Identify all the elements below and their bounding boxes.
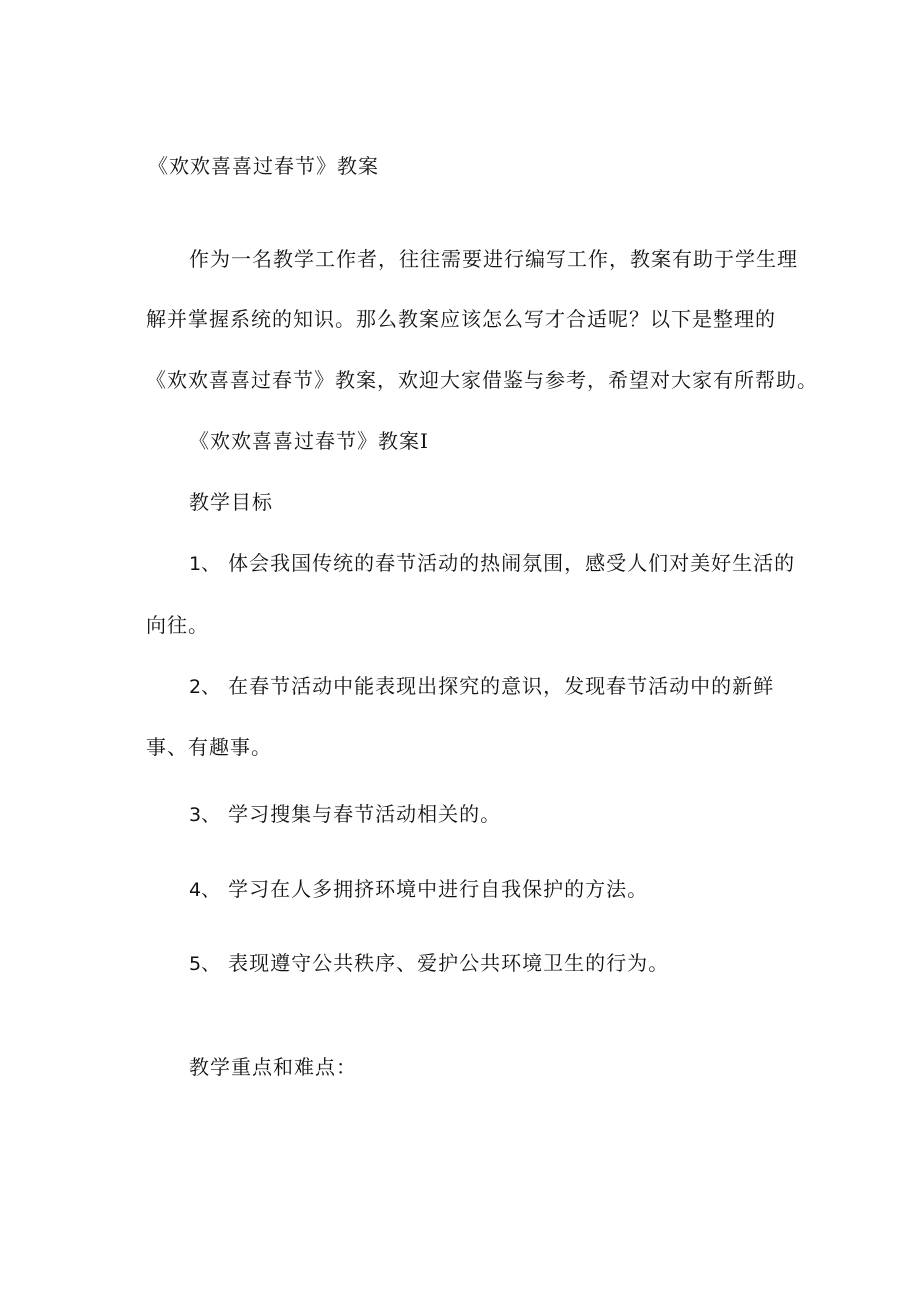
goal-number: 4、 (189, 879, 221, 901)
goal-item-2 (189, 672, 774, 701)
goal-item-4 (189, 875, 648, 904)
goal-item-2-continuation: 事、有趣事。 (146, 735, 272, 759)
intro-paragraph-line: 解并掌握系统的知识。那么教案应该怎么写才合适呢？以下是整理的 (146, 307, 776, 331)
goal-number: 1、 (189, 553, 221, 575)
goal-item-1-continuation: 向往。 (146, 613, 209, 637)
goal-text: 学习在人多拥挤环境中进行自我保护的方法。 (228, 877, 649, 901)
goal-number: 3、 (189, 804, 221, 826)
goal-item-1 (189, 549, 795, 578)
goal-number: 2、 (189, 676, 221, 698)
goal-item-3 (189, 800, 501, 829)
key-points-heading: 教学重点和难点： (189, 1055, 357, 1079)
section-title: 《欢欢喜喜过春节》教案I (189, 429, 429, 453)
goal-text: 学习搜集与春节活动相关的。 (228, 802, 502, 826)
intro-paragraph-line: 《欢欢喜喜过春节》教案，欢迎大家借鉴与参考，希望对大家有所帮助。 (146, 368, 818, 392)
intro-paragraph-line: 作为一名教学工作者，往往需要进行编写工作，教案有助于学生理 (189, 247, 798, 271)
document-title: 《欢欢喜喜过春节》教案 (148, 154, 379, 178)
goal-text: 体会我国传统的春节活动的热闹氛围，感受人们对美好生活的 (228, 551, 796, 575)
goal-item-5 (189, 949, 669, 978)
goal-text: 表现遵守公共秩序、爱护公共环境卫生的行为。 (228, 951, 670, 975)
goals-heading: 教学目标 (189, 490, 273, 514)
goal-number: 5、 (189, 953, 221, 975)
goal-text: 在春节活动中能表现出探究的意识，发现春节活动中的新鲜 (228, 674, 775, 698)
